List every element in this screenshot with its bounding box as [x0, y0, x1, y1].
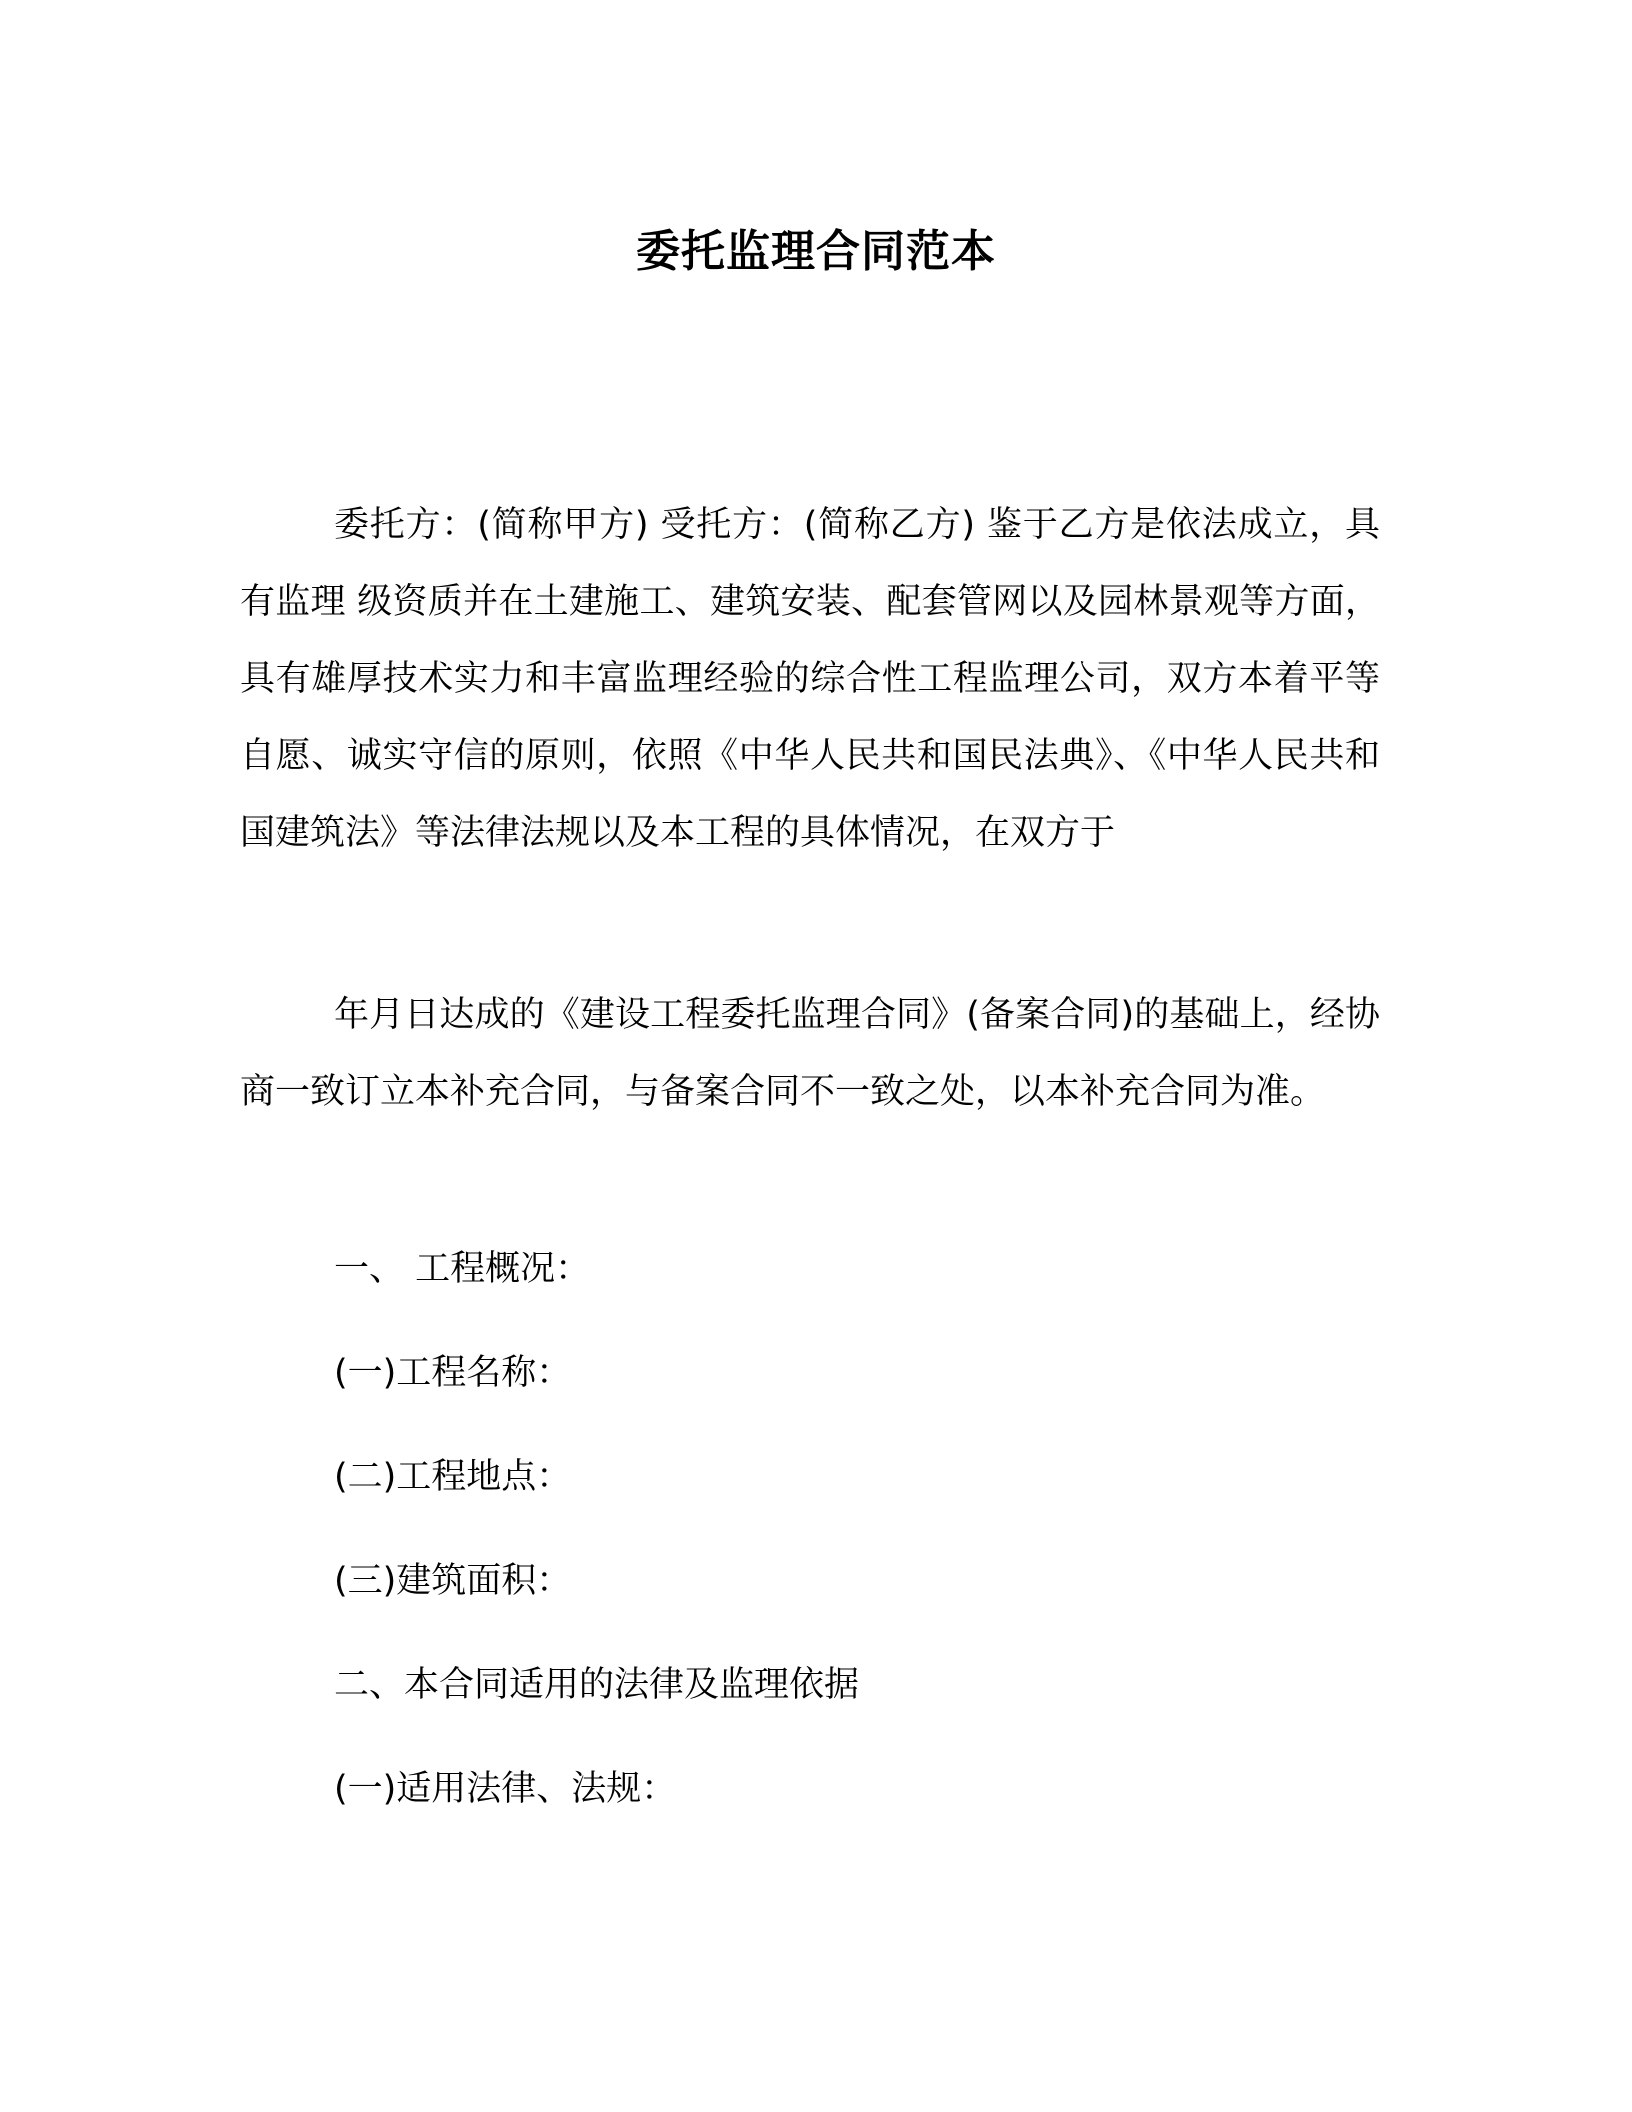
section-applicable-law: 二、本合同适用的法律及监理依据 [334, 1665, 860, 1705]
document-title: 委托监理合同范本 [636, 226, 996, 277]
item-project-location: (二)工程地点： [334, 1457, 572, 1497]
intro-paragraph: 委托方：(简称甲方) 受托方：(简称乙方) 鉴于乙方是依法成立，具有监理 级资质并在土建施工、建筑安装、配套管网以及园林景观等方面，具有雄厚技术实力和丰富监理经验的综合性工程监理公司，双方本着平等自愿、诚实守信的原则，依照《中华人民共和国民法典》、《中华人民共和国建筑法》等法律法规以及本工程的具体情况，在双方于 [240, 505, 1380, 853]
item-building-area: (三)建筑面积： [334, 1561, 572, 1601]
item-project-name: (一)工程名称： [334, 1353, 572, 1393]
item-applicable-regulations: (一)适用法律、法规： [334, 1769, 677, 1809]
section-project-overview: 一、 工程概况： [334, 1249, 591, 1289]
basis-paragraph: 年月日达成的《建设工程委托监理合同》(备案合同)的基础上，经协商一致订立本补充合同，与备案合同不一致之处，以本补充合同为准。 [240, 995, 1380, 1112]
